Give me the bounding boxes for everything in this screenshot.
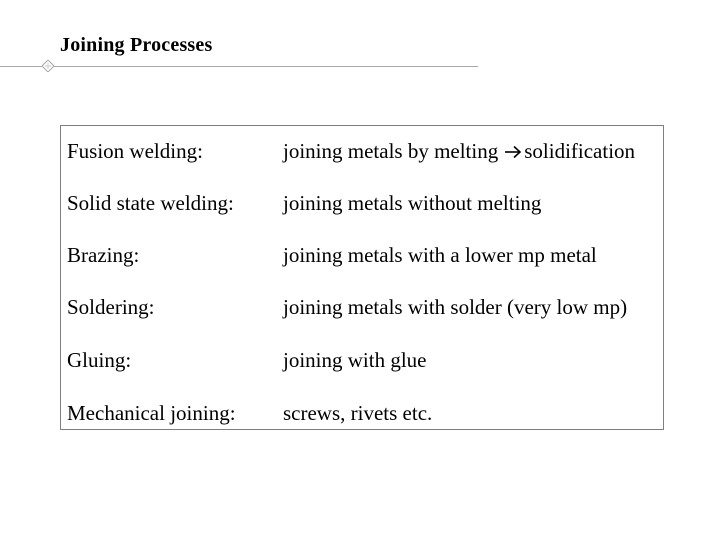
definition-term: Gluing:	[67, 348, 132, 372]
definitions-table	[60, 125, 664, 430]
definition-description	[283, 136, 635, 166]
definition-description: joining metals with solder (very low mp)	[283, 295, 628, 319]
definition-row-solid-state-welding	[61, 188, 663, 218]
right-arrow-icon	[504, 145, 522, 159]
definition-term: Brazing:	[67, 243, 140, 267]
definition-row-soldering	[61, 292, 663, 322]
definition-description: joining with glue	[283, 348, 427, 372]
page-title: Joining Processes	[60, 34, 213, 56]
definition-row-mechanical-joining	[61, 398, 663, 428]
definition-term: Fusion welding:	[67, 139, 203, 163]
definition-term: Soldering:	[67, 295, 155, 319]
description-after-arrow: solidification	[524, 139, 636, 163]
title-rule	[0, 66, 478, 67]
definition-term: Mechanical joining:	[67, 401, 236, 425]
description-before-arrow: joining metals by melting	[283, 139, 499, 163]
definition-description: screws, rivets etc.	[283, 401, 433, 425]
definition-row-fusion-welding	[61, 136, 663, 166]
definition-term: Solid state welding:	[67, 191, 234, 215]
rule-marker-icon	[42, 60, 54, 72]
definition-row-brazing	[61, 240, 663, 270]
definition-description: joining metals with a lower mp metal	[283, 243, 597, 267]
definition-description: joining metals without melting	[283, 191, 542, 215]
definition-row-gluing	[61, 345, 663, 375]
